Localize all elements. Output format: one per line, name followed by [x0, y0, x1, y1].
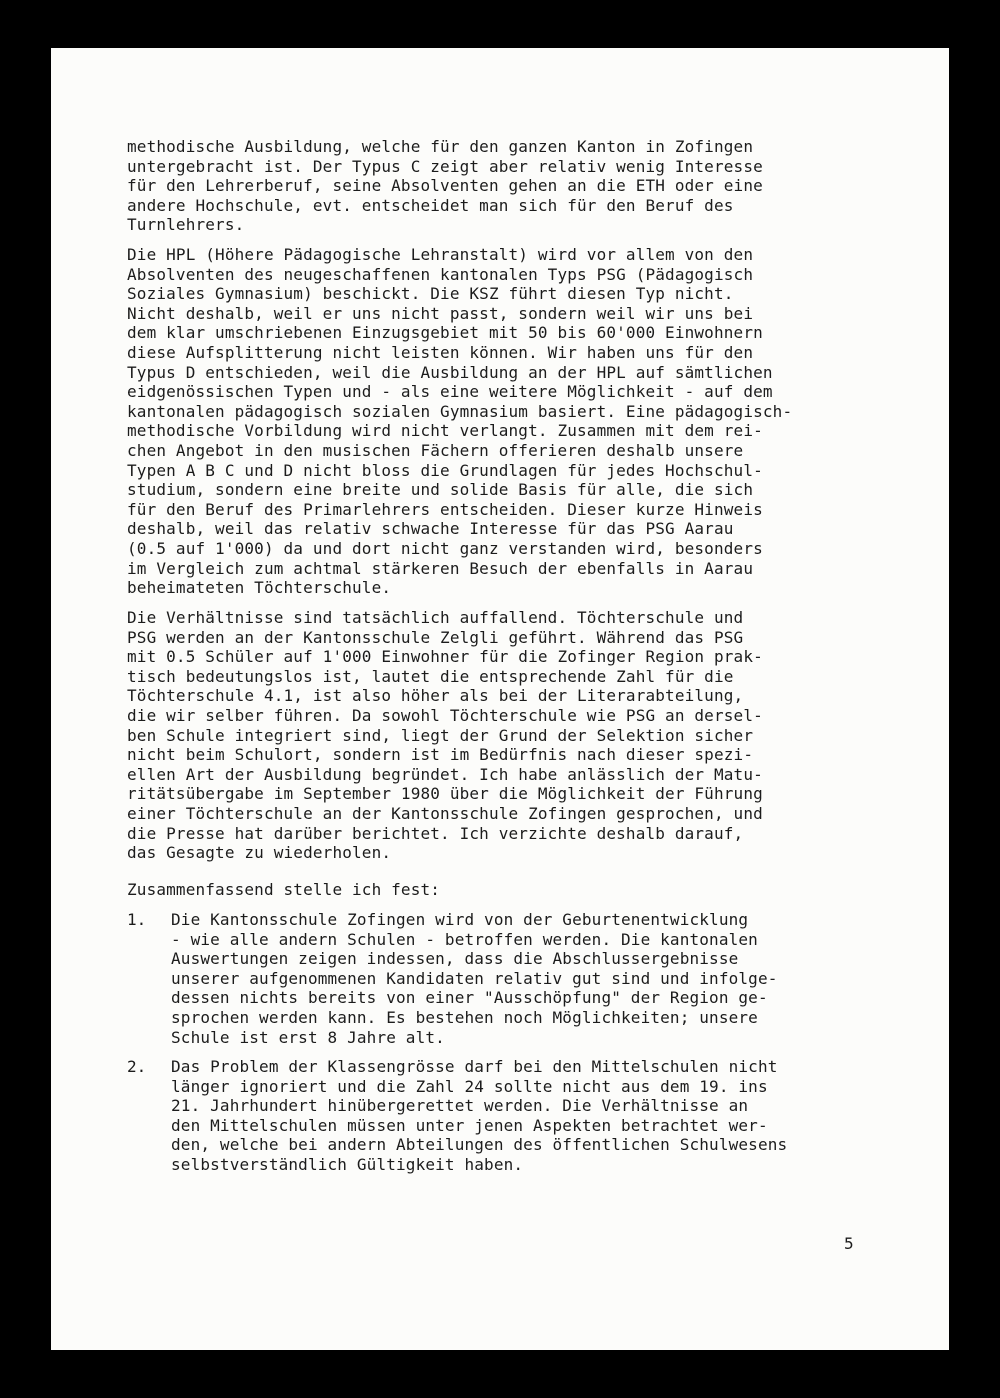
- list-item-2-text: Das Problem der Klassengrösse darf bei den Mittelschulen nicht länger ignoriert und die Zahl 24 sollte nicht aus dem 19. ins 21. Jahrhundert hinübergerettet werden. Die Verhältnisse an den Mittelschulen müssen unter jenen Aspekten betrachtet wer- den, welche bei andern Abteilungen des öffentlichen Schulwesens selbstverständlich Gültigkeit haben.: [171, 1057, 788, 1174]
- list-item-1-text: Die Kantonsschule Zofingen wird von der Geburtenentwicklung - wie alle andern Schulen - betroffen werden. Die kantonalen Auswertungen zeigen indessen, dass die Abschlussergebnisse unserer aufgenommenen Kandidaten relativ gut sind und infolge- dessen nichts bereits von einer "Ausschöpfung" der Region ge- sprochen werden kann. Es bestehen noch Möglichkeiten; unsere Schule ist erst 8 Jahre alt.: [171, 910, 778, 1047]
- document-page: [51, 48, 949, 1350]
- list-item-1-number: 1.: [127, 910, 147, 929]
- summary-heading: Zusammenfassend stelle ich fest:: [127, 880, 441, 899]
- paragraph-3: Die Verhältnisse sind tatsächlich auffallend. Töchterschule und PSG werden an der Kantonsschule Zelgli geführt. Während das PSG mit 0.5 Schüler auf 1'000 Einwohner für die Zofinger Region prak- tisch bedeutungslos ist, lautet die entsprechende Zahl für die Töchterschule 4.1, ist also höher als bei der Literarabteilung, die wir selber führen. Da sowohl Töchterschule wie PSG an dersel- ben Schule integriert sind, liegt der Grund der Selektion sicher nicht beim Schulort, sondern ist im Bedürfnis nach dieser spezi- ellen Art der Ausbildung begründet. Ich habe anlässlich der Matu- ritätsübergabe im September 1980 über die Möglichkeit der Führung einer Töchterschule an der Kantonsschule Zofingen gesprochen, und die Presse hat darüber berichtet. Ich verzichte deshalb darauf, das Gesagte zu wiederholen.: [127, 608, 763, 863]
- paragraph-1: methodische Ausbildung, welche für den ganzen Kanton in Zofingen untergebracht ist. Der Typus C zeigt aber relativ wenig Interesse für den Lehrerberuf, seine Absolventen gehen an die ETH oder eine andere Hochschule, evt. entscheidet man sich für den Beruf des Turnlehrers.: [127, 137, 763, 235]
- list-item-2-number: 2.: [127, 1057, 147, 1076]
- paragraph-2: Die HPL (Höhere Pädagogische Lehranstalt) wird vor allem von den Absolventen des neugeschaffenen kantonalen Typs PSG (Pädagogisch Soziales Gymnasium) beschickt. Die KSZ führt diesen Typ nicht. Nicht deshalb, weil er uns nicht passt, sondern weil wir uns bei dem klar umschriebenen Einzugsgebiet mit 50 bis 60'000 Einwohnern diese Aufsplitterung nicht leisten können. Wir haben uns für den Typus D entschieden, weil die Ausbildung an der HPL auf sämtlichen eidgenössischen Typen und - als eine weitere Möglichkeit - auf dem kantonalen pädagogisch sozialen Gymnasium basiert. Eine pädagogisch- methodische Vorbildung wird nicht verlangt. Zusammen mit dem rei- chen Angebot in den musischen Fächern offerieren deshalb unsere Typen A B C und D nicht bloss die Grundlagen für jedes Hochschul- studium, sondern eine breite und solide Basis für alle, die sich für den Beruf des Primarlehrers entscheiden. Dieser kurze Hinweis deshalb, weil das relativ schwache Interesse für das PSG Aarau (0.5 auf 1'000) da und dort nicht ganz verstanden wird, besonders im Vergleich zum achtmal stärkeren Besuch der ebenfalls in Aarau beheimateten Töchterschule.: [127, 245, 793, 598]
- page-number: 5: [844, 1234, 854, 1253]
